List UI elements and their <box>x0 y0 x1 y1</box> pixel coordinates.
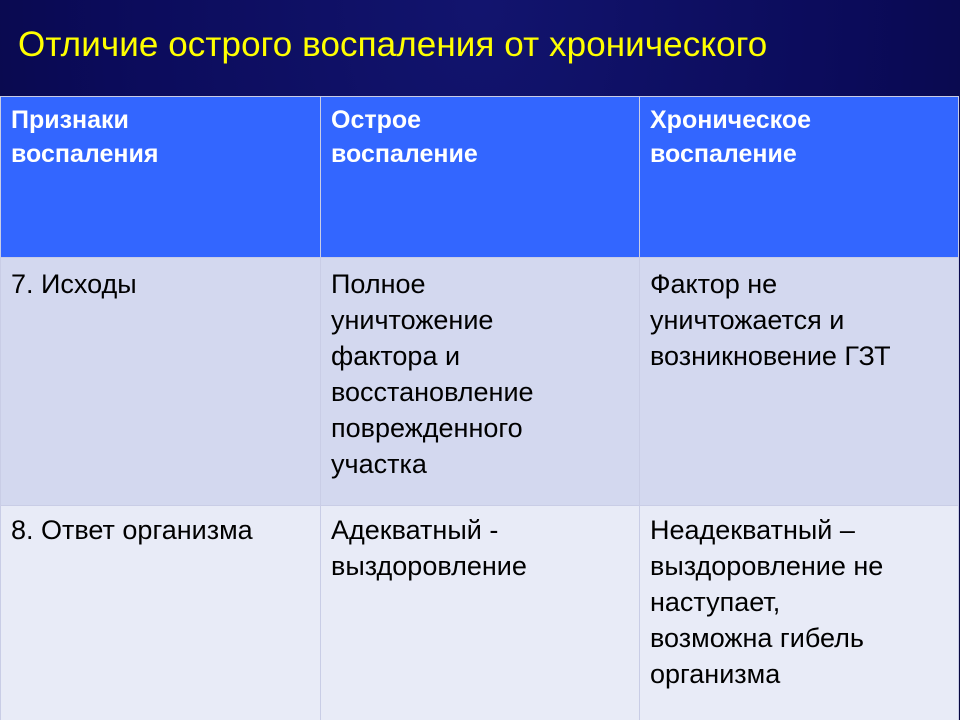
cell-chronic <box>640 258 959 506</box>
cell-line: выздоровление <box>331 551 527 581</box>
cell-chronic <box>640 506 959 720</box>
cell-line: организма <box>650 659 781 689</box>
cell-line: Адекватный - <box>331 515 499 545</box>
header-cell-acute <box>321 97 640 258</box>
header-line: Острое <box>331 106 422 134</box>
comparison-table <box>0 96 959 720</box>
header-line: Хроническое <box>650 106 812 134</box>
slide-title: Отличие острого воспаления от хронического <box>18 25 768 64</box>
table-row-response <box>1 506 959 720</box>
cell-acute <box>321 258 640 506</box>
header-line: Признаки <box>11 106 129 134</box>
table-row-outcomes <box>1 258 959 506</box>
cell-line: поврежденного <box>331 413 523 443</box>
header-line: воспаление <box>331 140 478 168</box>
header-cell-signs <box>1 97 321 258</box>
header-line: воспаления <box>11 140 159 168</box>
cell-line: возникновение ГЗТ <box>650 341 891 371</box>
cell-acute <box>321 506 640 720</box>
cell-text: 7. Исходы <box>11 269 137 299</box>
cell-line: уничтожается и <box>650 305 845 335</box>
header-cell-chronic <box>640 97 959 258</box>
cell-sign <box>1 506 321 720</box>
cell-sign <box>1 258 321 506</box>
cell-text: 8. Ответ организма <box>11 515 253 545</box>
cell-line: Неадекватный – <box>650 515 855 545</box>
cell-line: восстановление <box>331 377 534 407</box>
cell-line: фактора и <box>331 341 461 371</box>
cell-line: возможна гибель <box>650 623 864 653</box>
table-header-row <box>1 97 959 258</box>
header-line: воспаление <box>650 140 797 168</box>
cell-line: Полное <box>331 269 426 299</box>
cell-line: выздоровление не <box>650 551 884 581</box>
cell-line: уничтожение <box>331 305 494 335</box>
cell-line: Фактор не <box>650 269 778 299</box>
cell-line: участка <box>331 449 427 479</box>
cell-line: наступает, <box>650 587 781 617</box>
